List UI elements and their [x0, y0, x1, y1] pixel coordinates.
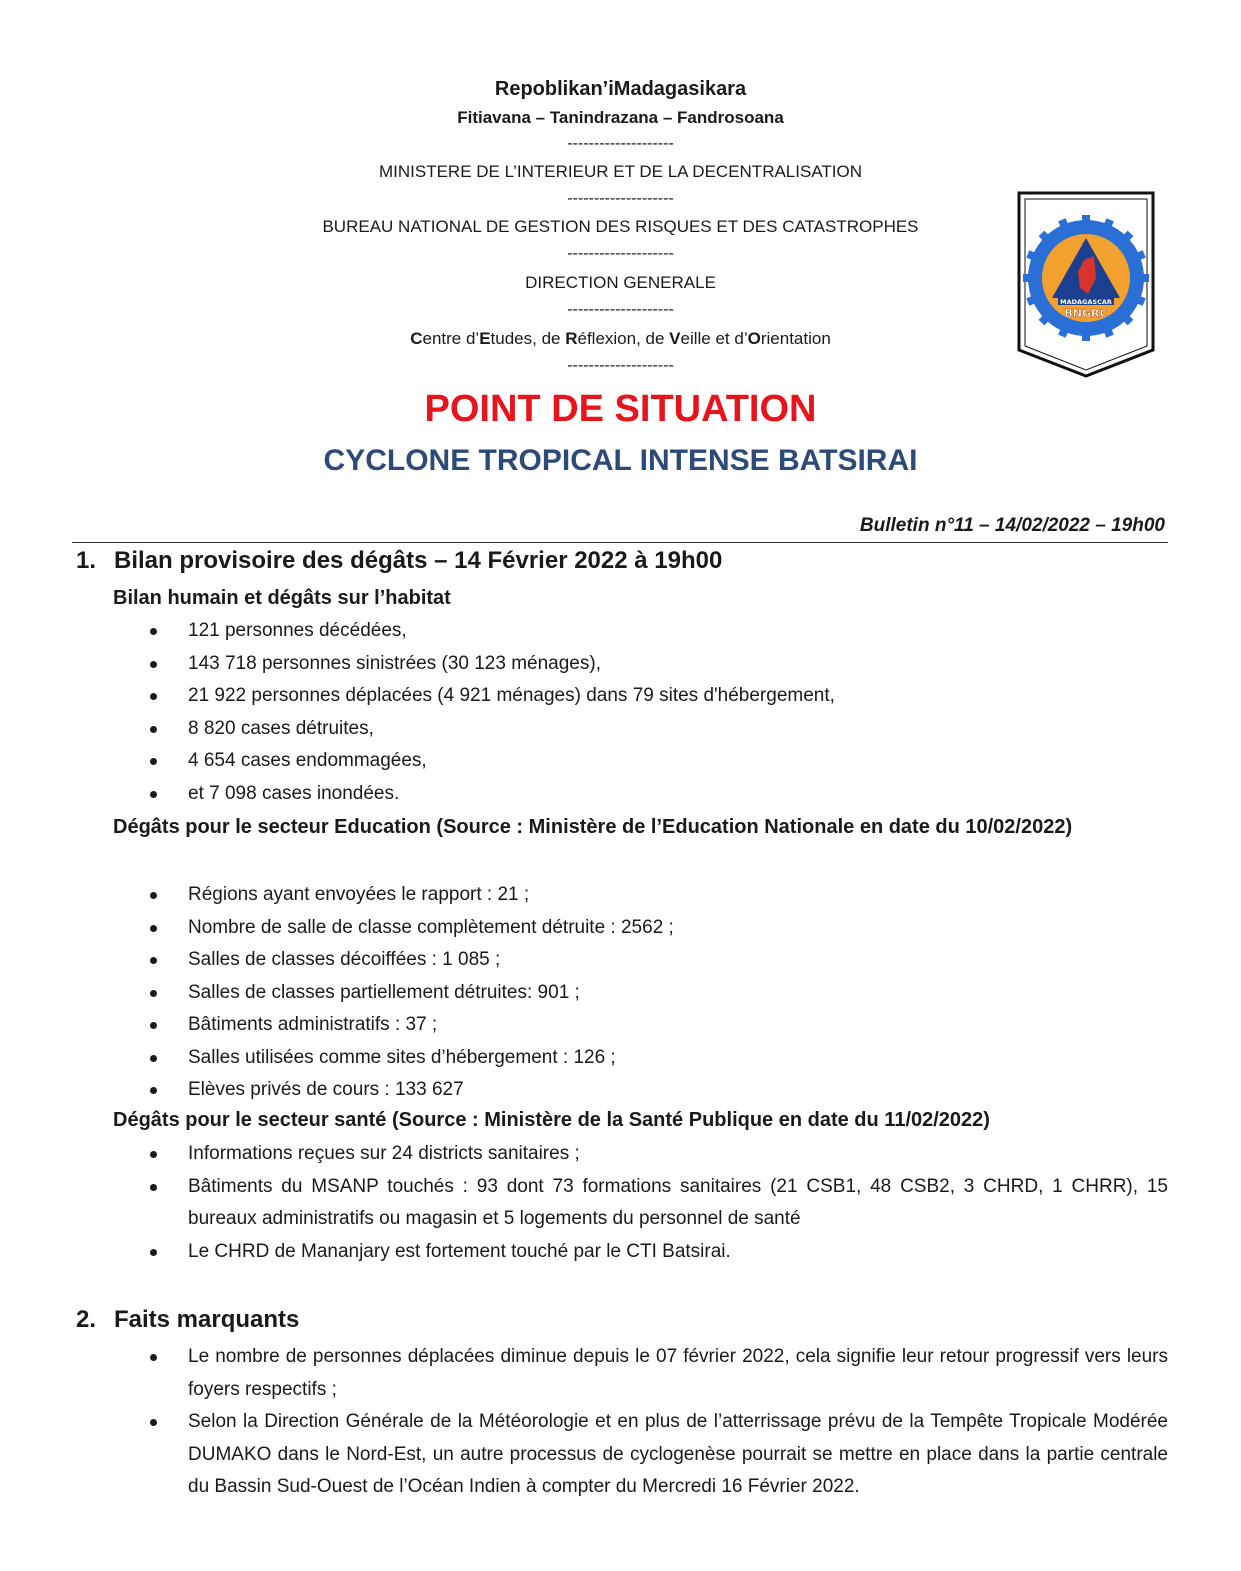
bullet-icon: [150, 892, 157, 899]
ministry-name: MINISTERE DE L’INTERIEUR ET DE LA DECENTRALISATION: [378, 162, 863, 181]
direction-name: DIRECTION GENERALE: [525, 273, 716, 292]
bullet-icon: [150, 1055, 157, 1062]
education-list: [148, 879, 1168, 1107]
separator: --------------------: [567, 245, 674, 262]
national-motto: Fitiavana – Tanindrazana – Fandrosoana: [457, 108, 784, 127]
list-item: Le CHRD de Mananjary est fortement touché par le CTI Batsirai.: [148, 1236, 1168, 1269]
list-item: Régions ayant envoyées le rapport : 21 ;: [148, 879, 1168, 912]
separator: --------------------: [567, 357, 674, 374]
bullet-icon: [150, 1184, 157, 1191]
separator: --------------------: [567, 301, 674, 318]
list-item: 8 820 cases détruites,: [148, 713, 1168, 746]
bullet-icon: [150, 693, 157, 700]
health-list: [148, 1138, 1168, 1268]
bngrc-logo: [1016, 190, 1156, 380]
country-name: Repoblikan’iMadagasikara: [494, 78, 747, 100]
bullet-icon: [150, 925, 157, 932]
list-item: Le nombre de personnes déplacées diminue depuis le 07 février 2022, cela signifie leur retour progressif vers leurs foyers respectifs ;: [148, 1341, 1168, 1406]
bullet-icon: [150, 1249, 157, 1256]
bullet-icon: [150, 1354, 157, 1361]
logo-label: MADAGASCAR: [1060, 298, 1112, 306]
centre-name: Centre d’Etudes, de Réflexion, de Veille et d’Orientation: [410, 329, 831, 348]
bullet-icon: [150, 990, 157, 997]
section-1-heading: 1. Bilan provisoire des dégâts – 14 Février 2022 à 19h00: [76, 547, 723, 574]
health-heading: Dégâts pour le secteur santé (Source : Ministère de la Santé Publique en date du 11/02/2022): [113, 1109, 990, 1131]
bullet-icon: [150, 957, 157, 964]
list-item: Salles de classes partiellement détruites: 901 ;: [148, 977, 1168, 1010]
bullet-icon: [150, 628, 157, 635]
bullet-icon: [150, 1087, 157, 1094]
list-item: Selon la Direction Générale de la Météorologie et en plus de l’atterrissage prévu de la Tempête Tropicale Modérée DUMAKO dans le Nord-Est, un autre processus de cyclogenèse pourrait se mettre en place dans la partie centrale du Bassin Sud-Ouest de l’Océan Indien à compter du Mercredi 16 Février 2022.: [148, 1406, 1168, 1504]
list-item: Salles de classes décoiffées : 1 085 ;: [148, 944, 1168, 977]
bulletin-number: Bulletin n°11 – 14/02/2022 – 19h00: [859, 515, 1165, 536]
list-item: Salles utilisées comme sites d’hébergement : 126 ;: [148, 1042, 1168, 1075]
list-item: 4 654 cases endommagées,: [148, 745, 1168, 778]
education-heading: Dégâts pour le secteur Education (Source : Ministère de l’Education Nationale en date du 10/02/2022): [113, 816, 1073, 838]
bullet-icon: [150, 661, 157, 668]
separator: --------------------: [567, 190, 674, 207]
main-title: POINT DE SITUATION: [424, 388, 817, 430]
list-item: Informations reçues sur 24 districts sanitaires ;: [148, 1138, 1168, 1171]
list-item: 121 personnes décédées,: [148, 615, 1168, 648]
separator: --------------------: [567, 135, 674, 152]
sub-title: CYCLONE TROPICAL INTENSE BATSIRAI: [323, 444, 918, 477]
bullet-icon: [150, 726, 157, 733]
list-item: Elèves privés de cours : 133 627: [148, 1074, 1168, 1107]
list-item: 143 718 personnes sinistrées (30 123 ménages),: [148, 648, 1168, 681]
human-list: [148, 615, 1168, 810]
section-2-heading: 2. Faits marquants: [76, 1306, 300, 1333]
bullet-icon: [150, 791, 157, 798]
human-heading: Bilan humain et dégâts sur l’habitat: [113, 587, 451, 609]
bullet-icon: [150, 1151, 157, 1158]
list-item: Bâtiments du MSANP touchés : 93 dont 73 formations sanitaires (21 CSB1, 48 CSB2, 3 CHRD, 1 CHRR), 15 bureaux administratifs ou magasin et 5 logements du personnel de santé: [148, 1171, 1168, 1236]
list-item: et 7 098 cases inondées.: [148, 778, 1168, 811]
list-item: Nombre de salle de classe complètement détruite : 2562 ;: [148, 912, 1168, 945]
list-item: 21 922 personnes déplacées (4 921 ménages) dans 79 sites d'hébergement,: [148, 680, 1168, 713]
logo-abbr: BNGRC: [1064, 307, 1108, 320]
divider: [72, 542, 1168, 543]
highlights-list: [148, 1341, 1168, 1504]
bureau-name: BUREAU NATIONAL DE GESTION DES RISQUES ET DES CATASTROPHES: [322, 217, 919, 236]
bullet-icon: [150, 1022, 157, 1029]
bullet-icon: [150, 1419, 157, 1426]
bullet-icon: [150, 758, 157, 765]
list-item: Bâtiments administratifs : 37 ;: [148, 1009, 1168, 1042]
